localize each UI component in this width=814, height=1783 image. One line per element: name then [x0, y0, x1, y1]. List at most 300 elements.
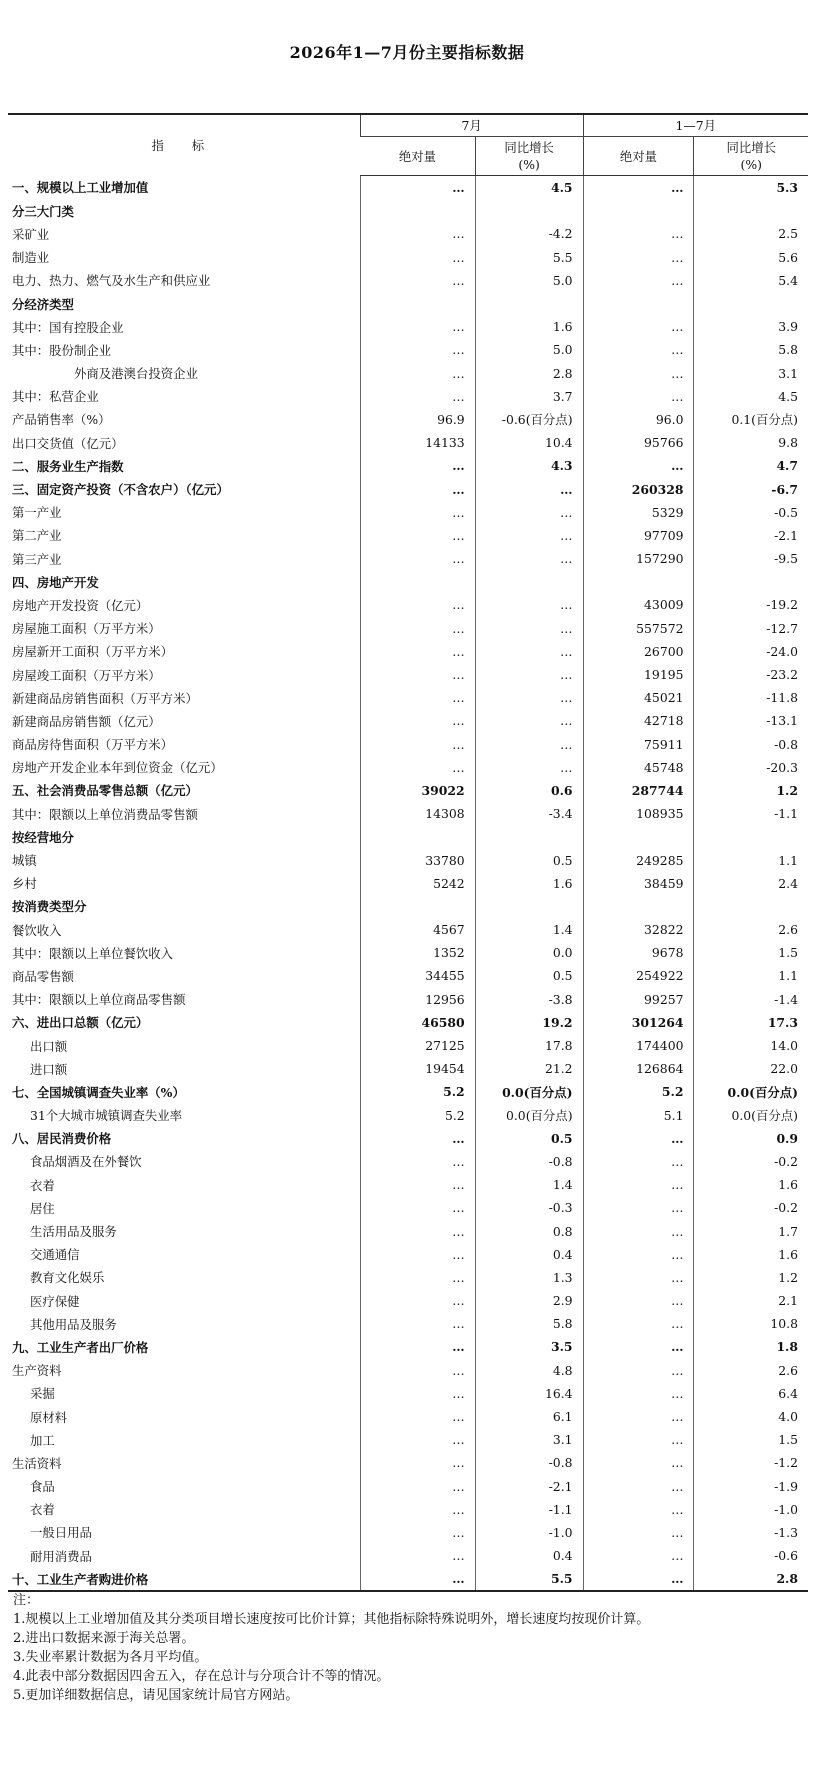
ytd-abs-cell: …	[583, 1405, 694, 1428]
july-growth-cell: -0.3	[475, 1196, 583, 1219]
ytd-growth-cell: -6.7	[694, 477, 808, 500]
ytd-growth-cell: 2.4	[694, 872, 808, 895]
row-label: 外商及港澳台投资企业	[74, 366, 198, 382]
period-july-header: 7月	[360, 114, 583, 137]
row-label: 交通通信	[30, 1247, 80, 1263]
july-growth-cell: -1.1	[475, 1498, 583, 1521]
ytd-abs-cell: …	[583, 1359, 694, 1382]
row-label: 其中：国有控股企业	[12, 319, 124, 335]
ytd-abs-cell: 45748	[583, 756, 694, 779]
july-abs-cell: …	[360, 686, 475, 709]
row-label: 第二产业	[12, 528, 62, 544]
ytd-growth-cell: -1.2	[694, 1451, 808, 1474]
ytd-abs-cell: …	[583, 1289, 694, 1312]
note-line: 2.进出口数据来源于海关总署。	[13, 1631, 195, 1646]
row-label: 其他用品及服务	[30, 1316, 117, 1332]
july-growth-cell: -1.0	[475, 1521, 583, 1544]
row-label: 八、居民消费价格	[12, 1131, 112, 1147]
row-label: 分三大门类	[12, 203, 74, 219]
ytd-growth-cell: 1.6	[694, 1243, 808, 1266]
ytd-abs-cell: 260328	[583, 477, 694, 500]
july-growth-cell: -0.8	[475, 1150, 583, 1173]
table-row	[8, 292, 808, 315]
table-row	[8, 1011, 808, 1034]
july-abs-cell: …	[360, 1196, 475, 1219]
ytd-abs-cell: 157290	[583, 547, 694, 570]
table-row	[8, 547, 808, 570]
july-growth-cell: 4.5	[475, 176, 583, 200]
ytd-growth-cell	[694, 199, 808, 222]
ytd-growth-cell: -9.5	[694, 547, 808, 570]
july-growth-cell: 1.6	[475, 315, 583, 338]
table-row	[8, 825, 808, 848]
july-abs-cell: …	[360, 547, 475, 570]
ytd-abs-cell: 249285	[583, 848, 694, 871]
ytd-abs-cell: 45021	[583, 686, 694, 709]
ytd-abs-cell: 254922	[583, 964, 694, 987]
july-abs-cell: …	[360, 315, 475, 338]
july-growth-cell	[475, 825, 583, 848]
table-row	[8, 1150, 808, 1173]
row-label: 产品销售率（%）	[12, 412, 111, 428]
ytd-abs-cell: …	[583, 1382, 694, 1405]
ytd-growth-cell: 2.1	[694, 1289, 808, 1312]
ytd-growth-cell: 3.1	[694, 362, 808, 385]
table-row	[8, 524, 808, 547]
row-label: 医疗保健	[30, 1293, 80, 1309]
july-growth-cell: 6.1	[475, 1405, 583, 1428]
july-growth-cell: 3.1	[475, 1428, 583, 1451]
ytd-abs-cell: 26700	[583, 640, 694, 663]
ytd-abs-cell: …	[583, 315, 694, 338]
ytd-growth-header: 同比增长 (%)	[694, 137, 808, 176]
row-label: 按消费类型分	[12, 899, 87, 915]
ytd-abs-cell: …	[583, 1219, 694, 1242]
ytd-abs-cell: 301264	[583, 1011, 694, 1034]
july-growth-cell: -2.1	[475, 1475, 583, 1498]
july-growth-cell: -3.4	[475, 802, 583, 825]
july-growth-cell: 0.0	[475, 941, 583, 964]
ytd-abs-cell: …	[583, 1451, 694, 1474]
ytd-abs-cell: …	[583, 1428, 694, 1451]
july-growth-cell: 5.5	[475, 1567, 583, 1591]
ytd-growth-cell: -23.2	[694, 663, 808, 686]
july-abs-cell: …	[360, 709, 475, 732]
table-row	[8, 1034, 808, 1057]
ytd-abs-cell: 99257	[583, 988, 694, 1011]
row-label: 餐饮收入	[12, 922, 62, 938]
july-growth-cell: 5.5	[475, 246, 583, 269]
july-abs-cell: …	[360, 1521, 475, 1544]
ytd-growth-cell: -0.8	[694, 733, 808, 756]
table-row	[8, 501, 808, 524]
july-abs-cell: 46580	[360, 1011, 475, 1034]
ytd-growth-cell	[694, 292, 808, 315]
table-row	[8, 1475, 808, 1498]
table-row	[8, 1544, 808, 1567]
july-growth-cell	[475, 570, 583, 593]
ytd-growth-cell: 1.8	[694, 1335, 808, 1358]
table-row	[8, 686, 808, 709]
ytd-abs-cell: 43009	[583, 593, 694, 616]
july-abs-cell: …	[360, 1243, 475, 1266]
row-label: 居住	[30, 1200, 55, 1216]
july-growth-cell: …	[475, 709, 583, 732]
ytd-growth-cell: -1.4	[694, 988, 808, 1011]
row-label: 四、房地产开发	[12, 574, 99, 590]
table-row	[8, 1312, 808, 1335]
july-growth-cell: 1.3	[475, 1266, 583, 1289]
ytd-growth-cell: 2.8	[694, 1567, 808, 1591]
row-label: 耐用消费品	[30, 1548, 92, 1564]
ytd-growth-cell: 0.0(百分点)	[694, 1104, 808, 1127]
july-growth-cell: -0.8	[475, 1451, 583, 1474]
table-row	[8, 593, 808, 616]
july-growth-cell: …	[475, 501, 583, 524]
table-row	[8, 756, 808, 779]
july-growth-cell: 5.0	[475, 269, 583, 292]
ytd-abs-cell: …	[583, 1266, 694, 1289]
july-abs-cell: …	[360, 1382, 475, 1405]
ytd-growth-cell: 1.6	[694, 1173, 808, 1196]
ytd-abs-cell: 5.1	[583, 1104, 694, 1127]
ytd-growth-cell: -0.2	[694, 1150, 808, 1173]
july-abs-cell: …	[360, 385, 475, 408]
july-growth-cell: 0.4	[475, 1243, 583, 1266]
ytd-growth-cell	[694, 570, 808, 593]
july-abs-cell: …	[360, 733, 475, 756]
notes-section	[13, 1591, 803, 1705]
july-growth-cell: 19.2	[475, 1011, 583, 1034]
july-abs-cell: …	[360, 663, 475, 686]
ytd-abs-cell: 19195	[583, 663, 694, 686]
july-growth-cell: 2.8	[475, 362, 583, 385]
july-abs-cell: 27125	[360, 1034, 475, 1057]
ytd-abs-cell: 9678	[583, 941, 694, 964]
ytd-abs-cell: …	[583, 1498, 694, 1521]
ytd-abs-cell: 557572	[583, 617, 694, 640]
ytd-abs-cell: 108935	[583, 802, 694, 825]
table-row	[8, 1219, 808, 1242]
row-label: 出口交货值（亿元）	[12, 435, 124, 451]
row-label: 采矿业	[12, 226, 50, 242]
note-line: 注：	[13, 1593, 40, 1608]
july-growth-cell	[475, 199, 583, 222]
ytd-growth-cell: 4.5	[694, 385, 808, 408]
table-row	[8, 872, 808, 895]
july-abs-cell: …	[360, 338, 475, 361]
indicators-table	[8, 113, 808, 1592]
july-growth-cell: 21.2	[475, 1057, 583, 1080]
row-label: 新建商品房销售额（亿元）	[12, 713, 161, 729]
row-label: 食品烟酒及在外餐饮	[30, 1154, 142, 1170]
ytd-abs-cell	[583, 895, 694, 918]
table-row	[8, 941, 808, 964]
table-row	[8, 1405, 808, 1428]
ytd-growth-cell: 0.1(百分点)	[694, 408, 808, 431]
ytd-growth-cell: 5.8	[694, 338, 808, 361]
ytd-growth-cell: 2.6	[694, 918, 808, 941]
july-growth-cell: 0.0(百分点)	[475, 1104, 583, 1127]
july-growth-cell: 3.7	[475, 385, 583, 408]
july-growth-cell: …	[475, 524, 583, 547]
table-row	[8, 1127, 808, 1150]
ytd-abs-cell: 96.0	[583, 408, 694, 431]
row-label: 房屋施工面积（万平方米）	[12, 621, 161, 637]
ytd-abs-cell: …	[583, 1243, 694, 1266]
table-row	[8, 640, 808, 663]
july-abs-cell: 34455	[360, 964, 475, 987]
ytd-abs-cell	[583, 570, 694, 593]
ytd-abs-cell: …	[583, 338, 694, 361]
ytd-growth-cell: 5.6	[694, 246, 808, 269]
ytd-growth-cell: 0.0(百分点)	[694, 1080, 808, 1103]
table-row	[8, 431, 808, 454]
table-row	[8, 1289, 808, 1312]
july-growth-cell: 1.4	[475, 918, 583, 941]
ytd-growth-cell: -0.5	[694, 501, 808, 524]
table-row	[8, 477, 808, 500]
july-abs-cell: …	[360, 269, 475, 292]
table-row	[8, 1104, 808, 1127]
ytd-growth-cell: -2.1	[694, 524, 808, 547]
row-label: 一、规模以上工业增加值	[12, 180, 149, 196]
row-label: 31个大城市城镇调查失业率	[30, 1108, 183, 1124]
july-growth-cell: 1.4	[475, 1173, 583, 1196]
ytd-growth-cell: -1.0	[694, 1498, 808, 1521]
july-growth-cell: 16.4	[475, 1382, 583, 1405]
ytd-abs-cell: …	[583, 362, 694, 385]
ytd-abs-cell: 38459	[583, 872, 694, 895]
period-ytd-header: 1—7月	[583, 114, 808, 137]
table-row	[8, 362, 808, 385]
row-label: 电力、热力、燃气及水生产和供应业	[12, 273, 211, 289]
row-label: 九、工业生产者出厂价格	[12, 1339, 149, 1355]
july-abs-cell: …	[360, 1451, 475, 1474]
row-label: 生活资料	[12, 1455, 62, 1471]
july-abs-cell: …	[360, 1150, 475, 1173]
row-label: 教育文化娱乐	[30, 1270, 105, 1286]
table-row	[8, 385, 808, 408]
row-label: 第一产业	[12, 505, 62, 521]
july-abs-cell: 96.9	[360, 408, 475, 431]
note-line: 3.失业率累计数据为各月平均值。	[13, 1650, 208, 1665]
july-growth-cell: …	[475, 617, 583, 640]
july-abs-cell: 5.2	[360, 1104, 475, 1127]
table-row	[8, 246, 808, 269]
ytd-abs-cell: …	[583, 1544, 694, 1567]
ytd-abs-cell: …	[583, 176, 694, 200]
july-abs-cell: 14133	[360, 431, 475, 454]
ytd-growth-cell: 17.3	[694, 1011, 808, 1034]
ytd-growth-cell: -24.0	[694, 640, 808, 663]
july-abs-cell: …	[360, 1173, 475, 1196]
ytd-growth-cell: -0.2	[694, 1196, 808, 1219]
table-row	[8, 1567, 808, 1591]
july-abs-cell: …	[360, 1359, 475, 1382]
july-growth-cell: 0.0(百分点)	[475, 1080, 583, 1103]
july-abs-cell: …	[360, 454, 475, 477]
july-growth-cell: 1.6	[475, 872, 583, 895]
july-abs-cell: …	[360, 640, 475, 663]
table-row	[8, 1428, 808, 1451]
ytd-abs-cell: 97709	[583, 524, 694, 547]
ytd-growth-cell: 1.1	[694, 964, 808, 987]
july-abs-cell: …	[360, 1219, 475, 1242]
row-label: 采掘	[30, 1386, 55, 1402]
july-abs-cell: …	[360, 222, 475, 245]
july-growth-cell: …	[475, 547, 583, 570]
table-body	[8, 176, 808, 1592]
row-label: 二、服务业生产指数	[12, 458, 124, 474]
july-abs-cell: …	[360, 1127, 475, 1150]
table-row	[8, 454, 808, 477]
ytd-abs-cell	[583, 825, 694, 848]
july-abs-cell: …	[360, 1405, 475, 1428]
ytd-growth-cell: 5.4	[694, 269, 808, 292]
july-growth-cell: …	[475, 593, 583, 616]
july-growth-cell: 0.5	[475, 848, 583, 871]
ytd-growth-cell: -12.7	[694, 617, 808, 640]
row-label: 其中：私营企业	[12, 389, 99, 405]
ytd-growth-cell: -1.9	[694, 1475, 808, 1498]
row-label: 新建商品房销售面积（万平方米）	[12, 690, 198, 706]
july-abs-cell: …	[360, 1266, 475, 1289]
table-row	[8, 269, 808, 292]
july-growth-cell: 4.3	[475, 454, 583, 477]
ytd-growth-cell: -13.1	[694, 709, 808, 732]
table-row	[8, 709, 808, 732]
table-row	[8, 617, 808, 640]
table-row	[8, 315, 808, 338]
ytd-abs-cell: …	[583, 1335, 694, 1358]
july-growth-cell: 0.8	[475, 1219, 583, 1242]
july-growth-cell: …	[475, 733, 583, 756]
july-growth-cell: 0.6	[475, 779, 583, 802]
ytd-abs-cell: …	[583, 246, 694, 269]
ytd-abs-cell: …	[583, 1150, 694, 1173]
table-row	[8, 1173, 808, 1196]
july-abs-cell: …	[360, 1289, 475, 1312]
july-abs-header: 绝对量	[360, 137, 475, 176]
ytd-abs-cell: …	[583, 1567, 694, 1591]
july-abs-cell: …	[360, 617, 475, 640]
table-row	[8, 1335, 808, 1358]
july-growth-cell: …	[475, 477, 583, 500]
row-label: 七、全国城镇调查失业率（%）	[12, 1084, 185, 1100]
table-row	[8, 988, 808, 1011]
ytd-growth-cell: 1.2	[694, 1266, 808, 1289]
july-abs-cell: …	[360, 1498, 475, 1521]
ytd-abs-cell: …	[583, 1173, 694, 1196]
row-label: 商品房待售面积（万平方米）	[12, 737, 174, 753]
note-line: 4.此表中部分数据因四舍五入，存在总计与分项合计不等的情况。	[13, 1669, 390, 1684]
july-growth-cell: -0.6(百分点)	[475, 408, 583, 431]
table-header	[8, 114, 808, 176]
ytd-growth-cell: 2.6	[694, 1359, 808, 1382]
july-abs-cell: …	[360, 246, 475, 269]
july-abs-cell: …	[360, 362, 475, 385]
table-row	[8, 779, 808, 802]
table-row	[8, 222, 808, 245]
ytd-growth-cell: 6.4	[694, 1382, 808, 1405]
row-label: 其中：限额以上单位餐饮收入	[12, 945, 174, 961]
july-abs-cell: …	[360, 1335, 475, 1358]
row-label: 按经营地分	[12, 829, 74, 845]
note-line: 1.规模以上工业增加值及其分类项目增长速度按可比价计算；其他指标除特殊说明外，增长速度均按现价计算。	[13, 1612, 650, 1627]
row-label: 房屋竣工面积（万平方米）	[12, 667, 161, 683]
ytd-abs-cell: 287744	[583, 779, 694, 802]
row-label: 房地产开发企业本年到位资金（亿元）	[12, 760, 223, 776]
table-row	[8, 1196, 808, 1219]
july-abs-cell: 39022	[360, 779, 475, 802]
july-abs-cell: …	[360, 501, 475, 524]
table-row	[8, 964, 808, 987]
july-abs-cell: …	[360, 593, 475, 616]
row-label: 房屋新开工面积（万平方米）	[12, 644, 174, 660]
july-abs-cell: 33780	[360, 848, 475, 871]
ytd-growth-cell: 1.2	[694, 779, 808, 802]
ytd-abs-cell: 42718	[583, 709, 694, 732]
row-label: 制造业	[12, 250, 50, 266]
july-abs-cell: 12956	[360, 988, 475, 1011]
july-abs-cell: …	[360, 176, 475, 200]
row-label: 原材料	[30, 1409, 68, 1425]
page-title: 2026年1—7月份主要指标数据	[289, 43, 525, 62]
ytd-growth-cell: 14.0	[694, 1034, 808, 1057]
ytd-growth-cell	[694, 895, 808, 918]
july-growth-cell: 5.0	[475, 338, 583, 361]
ytd-growth-cell: 1.5	[694, 1428, 808, 1451]
ytd-abs-cell: 5.2	[583, 1080, 694, 1103]
row-label: 衣着	[30, 1177, 55, 1193]
july-abs-cell: …	[360, 1567, 475, 1591]
july-abs-cell: …	[360, 1544, 475, 1567]
row-label: 三、固定资产投资（不含农户）（亿元）	[12, 482, 229, 498]
indicator-column-header: 指 标	[8, 114, 360, 176]
table-row	[8, 1451, 808, 1474]
ytd-abs-cell: …	[583, 385, 694, 408]
july-growth-cell: 0.5	[475, 964, 583, 987]
july-abs-cell	[360, 199, 475, 222]
table-row	[8, 570, 808, 593]
ytd-abs-cell: 5329	[583, 501, 694, 524]
july-abs-cell	[360, 825, 475, 848]
ytd-abs-cell: 95766	[583, 431, 694, 454]
ytd-growth-cell: 2.5	[694, 222, 808, 245]
row-label: 房地产开发投资（亿元）	[12, 597, 149, 613]
table-row	[8, 1080, 808, 1103]
ytd-growth-cell: -0.6	[694, 1544, 808, 1567]
july-abs-cell: …	[360, 477, 475, 500]
july-growth-cell: -4.2	[475, 222, 583, 245]
table-row	[8, 895, 808, 918]
ytd-abs-cell: 174400	[583, 1034, 694, 1057]
table-row	[8, 408, 808, 431]
table-row	[8, 918, 808, 941]
july-abs-cell: 1352	[360, 941, 475, 964]
july-growth-cell	[475, 895, 583, 918]
july-growth-cell: 17.8	[475, 1034, 583, 1057]
row-label: 生活用品及服务	[30, 1224, 117, 1240]
july-growth-cell: -3.8	[475, 988, 583, 1011]
row-label: 六、进出口总额（亿元）	[12, 1015, 149, 1031]
ytd-abs-cell: …	[583, 222, 694, 245]
ytd-abs-cell: …	[583, 1196, 694, 1219]
table-row	[8, 199, 808, 222]
table-row	[8, 338, 808, 361]
table-row	[8, 1521, 808, 1544]
